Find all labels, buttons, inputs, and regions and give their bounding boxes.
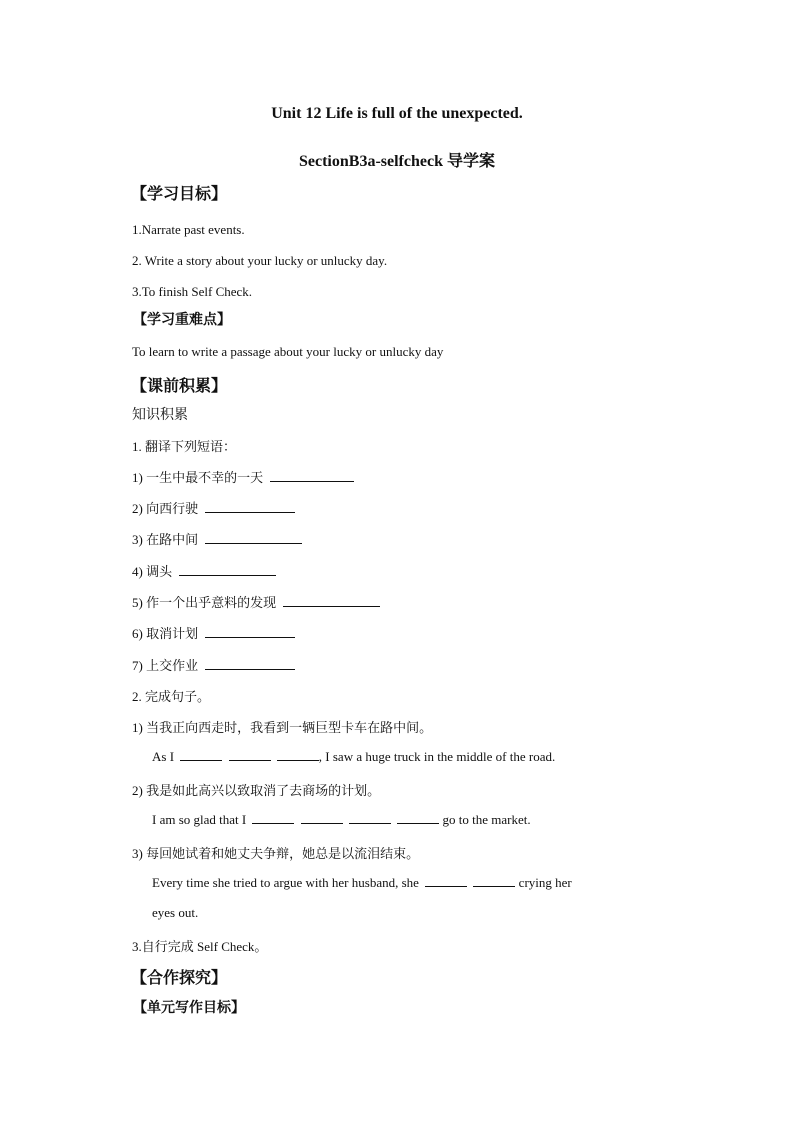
- sentence-english-continued: eyes out.: [152, 905, 199, 920]
- phrase-text: 2) 向西行驶: [132, 501, 199, 516]
- section-heading-cooperation: 【合作探究】: [131, 970, 228, 987]
- sentence-english: [152, 748, 555, 765]
- answer-blank[interactable]: [397, 811, 439, 824]
- phrase-item: [132, 498, 295, 517]
- sentence-text: I am so glad that I: [152, 812, 247, 827]
- sentence-text: Every time she tried to argue with her husband, she: [152, 875, 419, 890]
- section-heading-key-points: 【学习重难点】: [133, 313, 231, 328]
- section-subheading-writing-goal: 【单元写作目标】: [133, 1001, 245, 1016]
- phrase-item: [132, 529, 302, 548]
- preview-subheading: 知识积累: [132, 408, 188, 423]
- objective-item: 2. Write a story about your lucky or unlucky day.: [132, 253, 388, 268]
- phrase-item: [132, 592, 380, 611]
- sentence-english: [152, 874, 572, 891]
- answer-blank[interactable]: [425, 874, 467, 887]
- key-points-text: To learn to write a passage about your lucky or unlucky day: [132, 344, 444, 359]
- objective-item: 3.To finish Self Check.: [132, 284, 253, 299]
- task-2-instruction: 2. 完成句子。: [132, 689, 211, 704]
- phrase-item: [132, 467, 354, 486]
- phrase-text: 3) 在路中间: [132, 532, 199, 547]
- phrase-item: [132, 561, 276, 580]
- answer-blank[interactable]: [180, 748, 222, 761]
- answer-blank[interactable]: [252, 811, 294, 824]
- answer-blank[interactable]: [301, 811, 343, 824]
- phrase-text: 7) 上交作业: [132, 658, 199, 673]
- phrase-text: 6) 取消计划: [132, 626, 199, 641]
- answer-blank[interactable]: [473, 874, 515, 887]
- section-heading-objectives: 【学习目标】: [131, 186, 228, 203]
- sentence-chinese: 3) 每回她试着和她丈夫争辩，她总是以流泪结束。: [132, 846, 420, 861]
- answer-blank[interactable]: [179, 563, 276, 576]
- phrase-item: [132, 655, 295, 674]
- answer-blank[interactable]: [205, 657, 295, 670]
- answer-blank[interactable]: [205, 625, 295, 638]
- answer-blank[interactable]: [270, 469, 354, 482]
- answer-blank[interactable]: [205, 500, 295, 513]
- sentence-chinese: 1) 当我正向西走时，我看到一辆巨型卡车在路中间。: [132, 720, 433, 735]
- sentence-english: [152, 811, 531, 828]
- answer-blank[interactable]: [349, 811, 391, 824]
- answer-blank[interactable]: [229, 748, 271, 761]
- section-heading-preview: 【课前积累】: [131, 378, 228, 395]
- answer-blank[interactable]: [277, 748, 319, 761]
- phrase-text: 5) 作一个出乎意料的发现: [132, 595, 277, 610]
- answer-blank[interactable]: [283, 594, 380, 607]
- sentence-text: As I: [152, 749, 175, 764]
- task-1-instruction: 1. 翻译下列短语：: [132, 439, 237, 454]
- sentence-text: crying her: [518, 875, 572, 890]
- sentence-text: go to the market.: [442, 812, 531, 827]
- phrase-text: 1) 一生中最不幸的一天: [132, 470, 264, 485]
- answer-blank[interactable]: [205, 531, 302, 544]
- document-title: Unit 12 Life is full of the unexpected.: [271, 105, 523, 122]
- objective-item: 1.Narrate past events.: [132, 222, 245, 237]
- task-3-instruction: 3.自行完成 Self Check。: [132, 939, 268, 954]
- sentence-text: , I saw a huge truck in the middle of the road.: [318, 749, 556, 764]
- document-subtitle: SectionB3a-selfcheck 导学案: [299, 153, 495, 170]
- sentence-chinese: 2) 我是如此高兴以致取消了去商场的计划。: [132, 783, 381, 798]
- phrase-text: 4) 调头: [132, 564, 173, 579]
- phrase-item: [132, 623, 295, 642]
